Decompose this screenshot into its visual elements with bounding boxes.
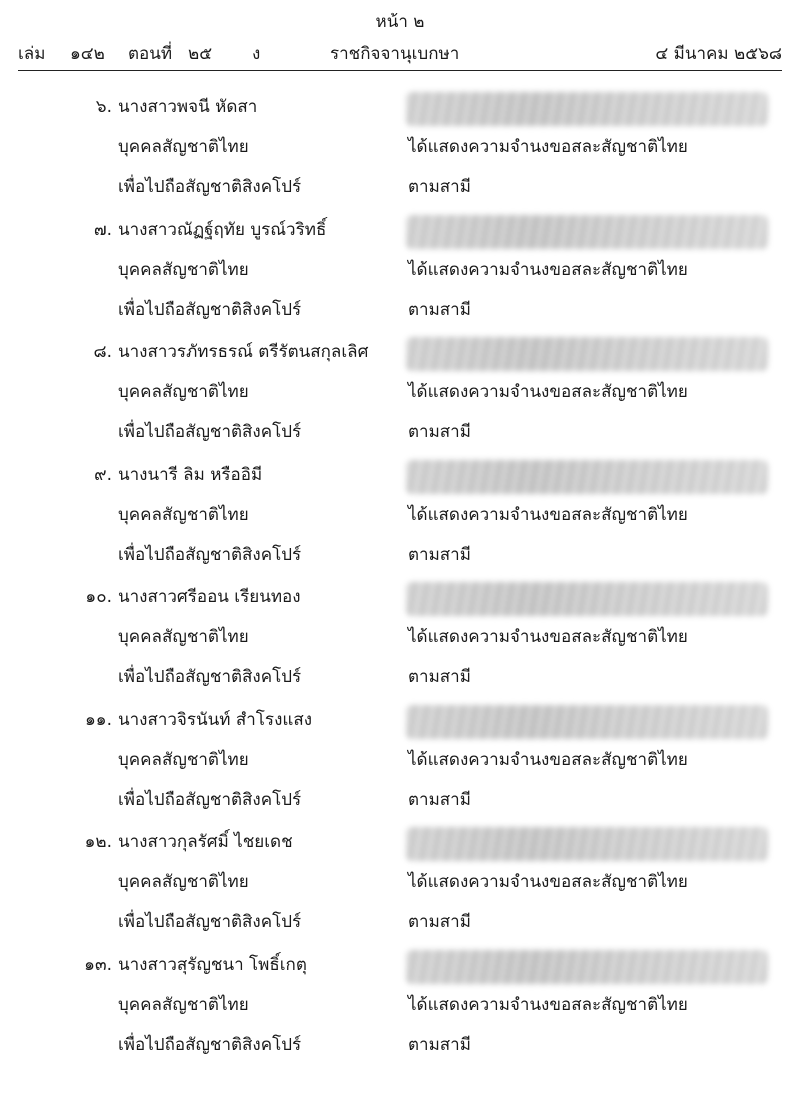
entry-declaration: ได้แสดงความจำนงขอสละสัญชาติไทย <box>408 259 688 280</box>
entry-list <box>0 92 800 1072</box>
list-item <box>0 460 800 583</box>
entry-name: นางสาวจิรนันท์ สำโรงแสง <box>118 709 312 730</box>
entry-basis: ตามสามี <box>408 667 471 687</box>
entry-basis: ตามสามี <box>408 912 471 932</box>
entry-declaration: ได้แสดงความจำนงขอสละสัญชาติไทย <box>408 382 688 402</box>
entry-number: ๙. <box>94 464 112 485</box>
redacted-block <box>406 460 768 494</box>
entry-purpose: เพื่อไปถือสัญชาติสิงคโปร์ <box>118 177 302 197</box>
list-item <box>0 827 800 950</box>
entry-person-type: บุคคลสัญชาติไทย <box>118 627 249 647</box>
entry-person-type: บุคคลสัญชาติไทย <box>118 137 249 157</box>
redacted-block <box>406 337 768 371</box>
section-part: ง <box>252 44 261 64</box>
entry-purpose: เพื่อไปถือสัญชาติสิงคโปร์ <box>118 422 302 442</box>
entry-purpose: เพื่อไปถือสัญชาติสิงคโปร์ <box>118 544 302 565</box>
entry-person-type: บุคคลสัญชาติไทย <box>118 259 249 280</box>
entry-person-type: บุคคลสัญชาติไทย <box>118 504 249 525</box>
entry-declaration: ได้แสดงความจำนงขอสละสัญชาติไทย <box>408 872 688 892</box>
entry-person-type: บุคคลสัญชาติไทย <box>118 994 249 1015</box>
entry-basis: ตามสามี <box>408 1034 471 1055</box>
entry-basis: ตามสามี <box>408 544 471 565</box>
entry-basis: ตามสามี <box>408 177 471 197</box>
redacted-block <box>406 215 768 249</box>
entry-number: ๖. <box>95 97 112 117</box>
entry-basis: ตามสามี <box>408 299 471 320</box>
list-item <box>0 215 800 338</box>
entry-purpose: เพื่อไปถือสัญชาติสิงคโปร์ <box>118 789 302 810</box>
entry-declaration: ได้แสดงความจำนงขอสละสัญชาติไทย <box>408 749 688 770</box>
entry-person-type: บุคคลสัญชาติไทย <box>118 872 249 892</box>
entry-purpose: เพื่อไปถือสัญชาติสิงคโปร์ <box>118 1034 302 1055</box>
entry-declaration: ได้แสดงความจำนงขอสละสัญชาติไทย <box>408 137 688 157</box>
entry-number: ๑๑. <box>85 709 112 730</box>
gazette-header <box>18 40 782 66</box>
page-number: หน้า ๒ <box>375 12 425 32</box>
entry-basis: ตามสามี <box>408 422 471 442</box>
entry-number: ๑๐. <box>85 587 112 607</box>
volume-number: ๑๔๒ <box>70 44 105 64</box>
entry-declaration: ได้แสดงความจำนงขอสละสัญชาติไทย <box>408 627 688 647</box>
redacted-block <box>406 950 768 984</box>
entry-number: ๑๓. <box>84 954 112 975</box>
volume-label: เล่ม <box>18 44 46 64</box>
entry-basis: ตามสามี <box>408 789 471 810</box>
entry-name: นางสาวรภัทรธรณ์ ตรีรัตนสกุลเลิศ <box>118 342 369 362</box>
entry-name: นางสาวศรีออน เรียนทอง <box>118 587 301 607</box>
entry-purpose: เพื่อไปถือสัญชาติสิงคโปร์ <box>118 912 302 932</box>
entry-declaration: ได้แสดงความจำนงขอสละสัญชาติไทย <box>408 994 688 1015</box>
redacted-block <box>406 827 768 861</box>
redacted-block <box>406 92 768 126</box>
redacted-block <box>406 705 768 739</box>
list-item <box>0 582 800 705</box>
entry-number: ๘. <box>93 342 112 362</box>
entry-name: นางสาวกุลรัศมิ์ ไชยเดช <box>118 832 293 852</box>
entry-purpose: เพื่อไปถือสัญชาติสิงคโปร์ <box>118 667 302 687</box>
entry-name: นางสาวสุรัญชนา โพธิ์เกตุ <box>118 954 307 975</box>
entry-person-type: บุคคลสัญชาติไทย <box>118 382 249 402</box>
entry-name: นางนารี ลิม หรืออิมี <box>118 464 263 485</box>
entry-purpose: เพื่อไปถือสัญชาติสิงคโปร์ <box>118 299 302 320</box>
entry-person-type: บุคคลสัญชาติไทย <box>118 749 249 770</box>
list-item <box>0 337 800 460</box>
entry-name: นางสาวพจนี หัดสา <box>118 97 258 117</box>
list-item <box>0 950 800 1073</box>
publication-date: ๔ มีนาคม ๒๕๖๘ <box>655 44 782 64</box>
entry-number: ๑๒. <box>84 832 112 852</box>
entry-name: นางสาวณัฏฐ์ฤทัย บูรณ์วริทธิ์ <box>118 219 327 240</box>
section-number: ๒๕ <box>188 44 213 64</box>
entry-declaration: ได้แสดงความจำนงขอสละสัญชาติไทย <box>408 504 688 525</box>
entry-number: ๗. <box>93 219 112 240</box>
redacted-block <box>406 582 768 616</box>
header-divider <box>18 70 782 71</box>
list-item <box>0 92 800 215</box>
publication-title: ราชกิจจานุเบกษา <box>330 44 460 64</box>
list-item <box>0 705 800 828</box>
section-label: ตอนที่ <box>128 44 173 64</box>
